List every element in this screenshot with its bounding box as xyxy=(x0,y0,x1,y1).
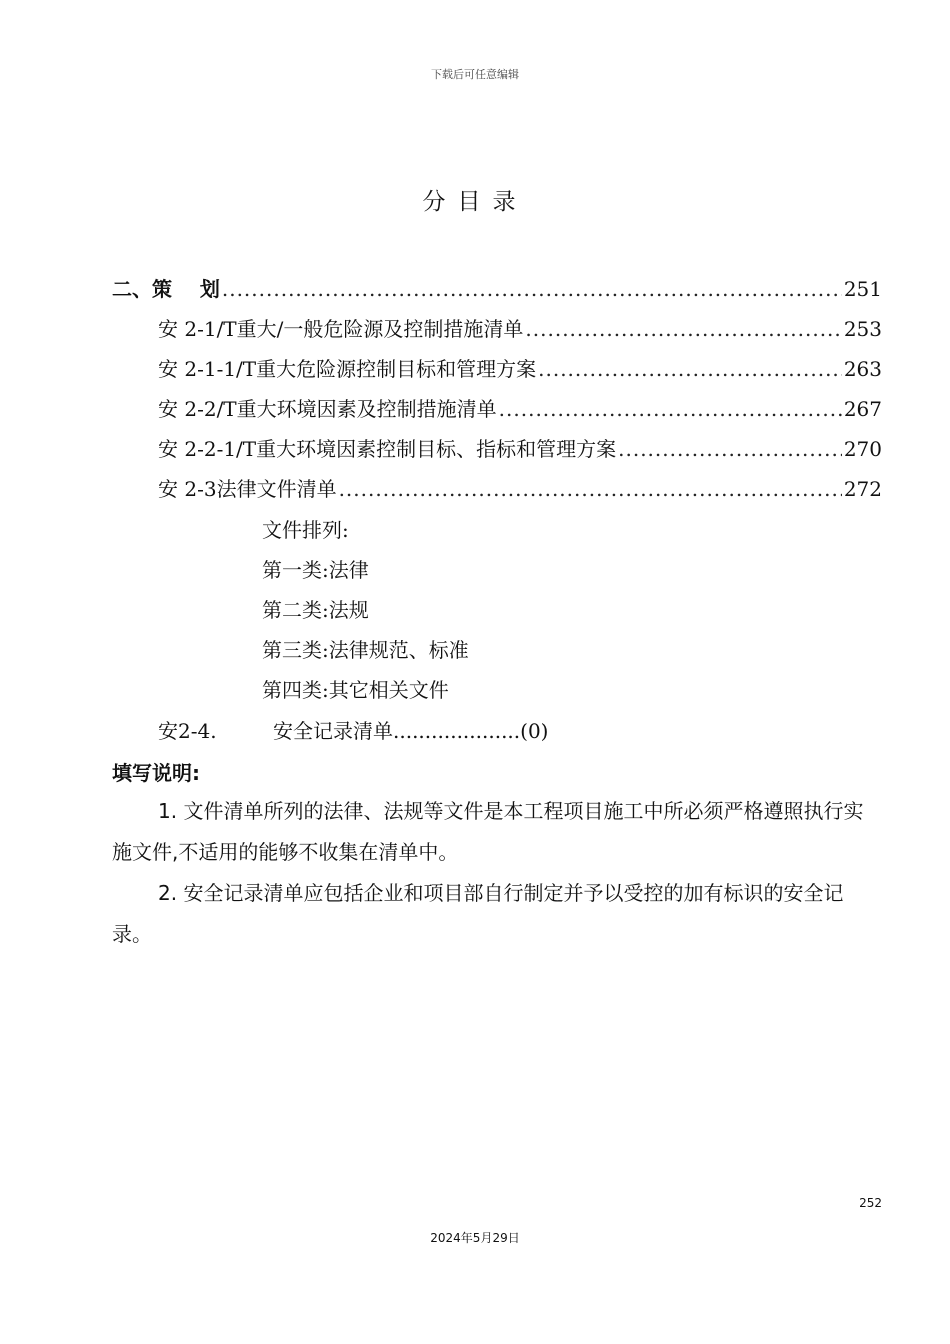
toc-entry-title: 重大危险源控制目标和管理方案 xyxy=(256,357,537,381)
file-order-item: 第三类:法律规范、标准 xyxy=(262,638,469,662)
toc-entry-page: 272 xyxy=(843,477,882,501)
toc-entry[interactable] xyxy=(158,434,882,464)
toc-dot-leader xyxy=(525,314,841,344)
toc-entry[interactable] xyxy=(112,274,882,304)
toc-entry-code: 安 2-1-1/T xyxy=(158,357,257,381)
toc-entry[interactable] xyxy=(158,474,882,504)
records-code: 安2-4. xyxy=(158,719,217,743)
note-paragraph: 2. 安全记录清单应包括企业和项目部自行制定并予以受控的加有标识的安全记录。 xyxy=(112,881,844,946)
file-order-item: 第二类:法规 xyxy=(262,598,369,622)
header-note: 下载后可任意编辑 xyxy=(431,68,519,81)
toc-entry-page: 270 xyxy=(843,437,882,461)
footer-date: 2024年5月29日 xyxy=(430,1231,520,1245)
toc-entry-code: 二、策 划 xyxy=(112,277,220,301)
toc-entry-code: 安 2-2-1/T xyxy=(158,437,257,461)
records-title: 安全记录清单 xyxy=(273,719,393,743)
records-page: (0) xyxy=(520,719,549,743)
file-order-label: 文件排列: xyxy=(262,518,349,542)
toc-entry-page: 267 xyxy=(843,397,882,421)
toc-dot-leader xyxy=(339,474,842,504)
note-paragraph: 1. 文件清单所列的法律、法规等文件是本工程项目施工中所必须严格遵照执行实施文件,不适用的能够不收集在清单中。 xyxy=(112,799,864,864)
toc-entry-title: 重大环境因素及控制措施清单 xyxy=(236,397,497,421)
toc-entry-code: 安 2-2/T xyxy=(158,397,237,421)
toc-entry-title: 重大环境因素控制目标、指标和管理方案 xyxy=(256,437,617,461)
file-order-item: 第四类:其它相关文件 xyxy=(262,678,449,702)
toc-entry-code: 安 2-3 xyxy=(158,477,217,501)
file-order-item: 第一类:法律 xyxy=(262,558,369,582)
toc-entry-title: 重大/一般危险源及控制措施清单 xyxy=(236,317,524,341)
page-title: 分目录 xyxy=(422,189,528,215)
toc-dot-leader xyxy=(538,354,842,384)
toc-entry-title: 法律文件清单 xyxy=(216,477,337,501)
toc-entry-code: 安 2-1/T xyxy=(158,317,237,341)
toc-dot-leader xyxy=(618,434,842,464)
page-number: 252 xyxy=(859,1196,882,1210)
records-entry[interactable] xyxy=(158,716,549,746)
notes-heading: 填写说明: xyxy=(112,761,200,785)
toc-entry[interactable] xyxy=(158,314,882,344)
toc-dot-leader xyxy=(222,274,842,304)
toc-entry-page: 253 xyxy=(843,317,882,341)
toc-entry-page: 251 xyxy=(843,277,882,301)
toc-dot-leader xyxy=(499,394,842,424)
toc-entry[interactable] xyxy=(158,394,882,424)
toc-entry[interactable] xyxy=(158,354,882,384)
toc-entry-page: 263 xyxy=(843,357,882,381)
records-dot-leader: .................... xyxy=(393,719,521,743)
